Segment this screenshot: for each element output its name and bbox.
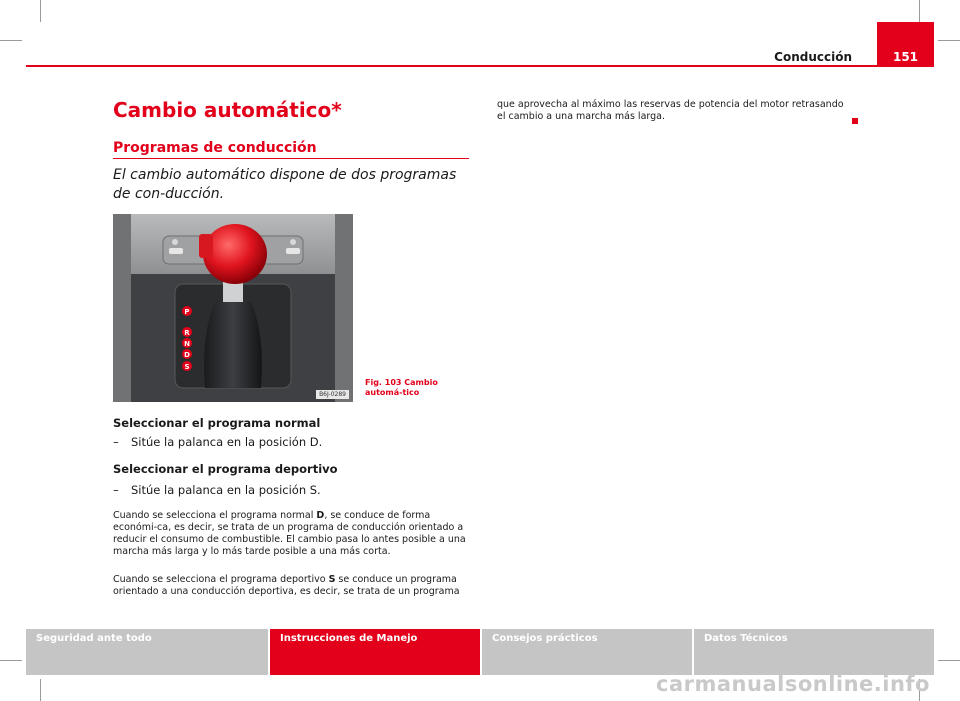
- step-sport-text: Sitúe la palanca en la posición S.: [131, 483, 321, 497]
- gear-label-r: R: [184, 329, 190, 337]
- gear-label-n: N: [184, 340, 190, 348]
- section-end-marker: [852, 118, 858, 124]
- section-rule: [113, 158, 469, 159]
- header-rule: [26, 65, 934, 67]
- section-title: Programas de conducción: [113, 140, 317, 156]
- subhead-normal-program: Seleccionar el programa normal: [113, 416, 321, 430]
- intro-text: El cambio automático dispone de dos programas de con-ducción.: [113, 167, 457, 202]
- crop-mark: [0, 40, 22, 41]
- paragraph-normal: Cuando se selecciona el programa normal D, se conduce de forma económi-ca, es decir, se trata de un programa de conducción orientado a reducir el consumo de combustible. El cambio pasa lo antes posible a una marcha más larga y lo más tarde posible a una más corta.: [113, 510, 466, 557]
- gear-lever-figure: [113, 214, 353, 402]
- main-title: Cambio automático*: [113, 98, 342, 122]
- step-sport-program: [113, 483, 321, 497]
- page-number-box: [877, 22, 934, 67]
- crop-mark: [0, 660, 22, 661]
- footer-tab-safety[interactable]: Seguridad ante todo: [26, 629, 268, 675]
- gear-label-p: P: [184, 308, 190, 316]
- footer-tab-technical-data[interactable]: Datos Técnicos: [694, 629, 934, 675]
- footer-tab-operating-instructions[interactable]: Instrucciones de Manejo: [270, 629, 480, 675]
- step-dash: –: [113, 483, 119, 497]
- gear-label-d: D: [184, 351, 190, 359]
- footer-tab-practical-tips[interactable]: Consejos prácticos: [482, 629, 692, 675]
- crop-mark: [40, 0, 41, 22]
- gear-label-s: S: [184, 363, 190, 371]
- chapter-title: Conducción: [774, 50, 852, 64]
- page-number: 151: [892, 50, 919, 64]
- step-dash: –: [113, 435, 119, 449]
- step-normal-program: [113, 435, 322, 449]
- crop-mark: [938, 40, 960, 41]
- crop-mark: [919, 0, 920, 22]
- crop-mark: [40, 679, 41, 701]
- watermark: carmanualsonline.info: [656, 672, 930, 696]
- figure-caption: Fig. 103 Cambio automá-tico: [365, 378, 438, 397]
- gear-lever-illustration: [113, 214, 353, 402]
- paragraph-sport: Cuando se selecciona el programa deportivo S se conduce un programa orientado a una conducción deportiva, es decir, se trata de un programa: [113, 574, 460, 597]
- figure-code: B6J-0289: [316, 390, 349, 399]
- subhead-sport-program: Seleccionar el programa deportivo: [113, 462, 338, 476]
- crop-mark: [938, 660, 960, 661]
- right-column-text: que aprovecha al máximo las reservas de potencia del motor retrasando el cambio a una marcha más larga.: [497, 99, 844, 122]
- step-normal-text: Sitúe la palanca en la posición D.: [131, 435, 323, 449]
